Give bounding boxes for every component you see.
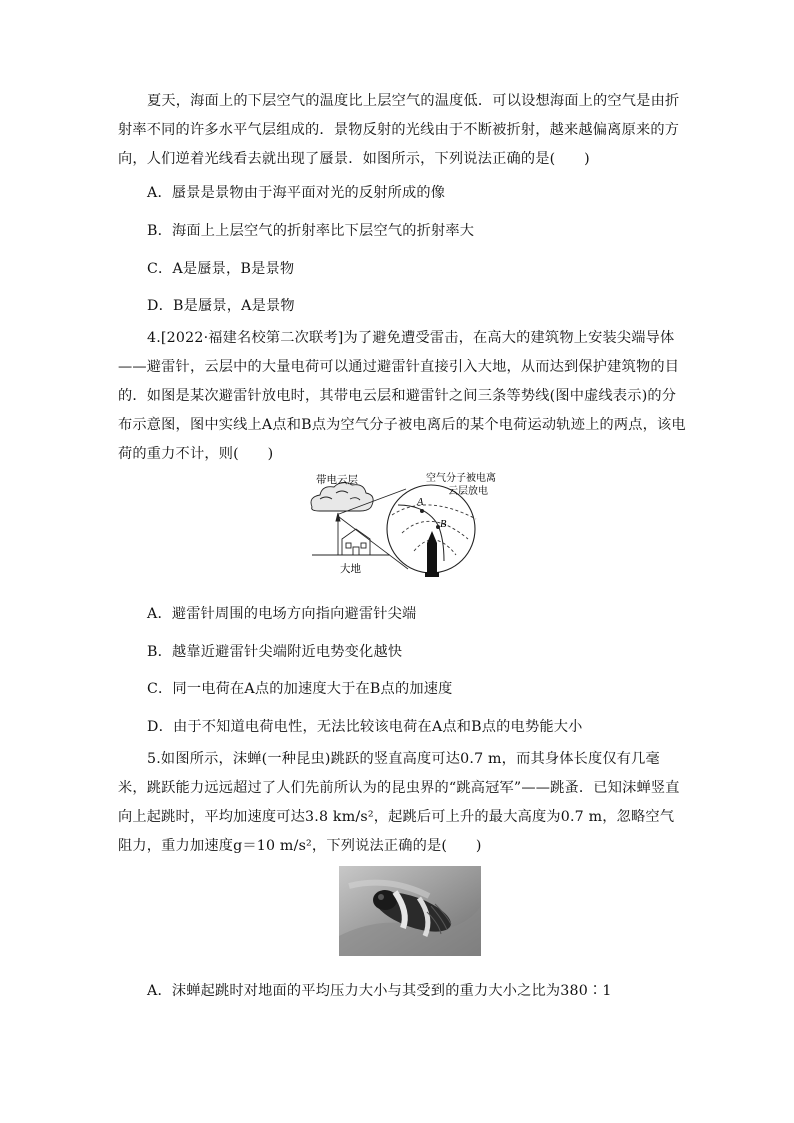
figure-label-cloud: 带电云层	[316, 474, 358, 486]
q3-option-c: C．A是蜃景，B是景物	[147, 261, 295, 277]
q3-option-a: A．蜃景是景物由于海平面对光的反射所成的像	[147, 185, 446, 201]
q3-option-b: B．海面上上层空气的折射率比下层空气的折射率大	[147, 223, 475, 239]
q4-option-b: B．越靠近避雷针尖端附近电势变化越快	[147, 644, 403, 660]
point-a-dot	[420, 509, 424, 513]
figure-label-discharge: 云层放电	[448, 486, 488, 497]
q4-option-d: D．由于不知道电荷电性，无法比较该电荷在A点和B点的电势能大小	[147, 719, 583, 735]
q4-option-c: C．同一电荷在A点的加速度大于在B点的加速度	[147, 681, 453, 697]
cloud-icon	[311, 482, 373, 511]
q5-stem: 5.如图所示，沫蝉(一种昆虫)跳跃的竖直高度可达0.7 m，而其身体长度仅有几毫米，跳跃能力远远超过了人们先前所认为的昆虫界的“跳高冠军”——跳蚤．已知沫蝉竖直向上起跳时，平均加速度可达3.8 km/s²，起跳后可上升的最大高度为0.7 m，忽略空气阻力，重力加速度g＝10 m/s²，下列说法正确的是( )	[118, 751, 680, 854]
q4-stem: 4.[2022·福建名校第二次联考]为了避免遭受雷击，在高大的建筑物上安装尖端导体——避雷针，云层中的大量电荷可以通过避雷针直接引入大地，从而达到保护建筑物的目的．如图是某次避雷针放电时，其带电云层和避雷针之间三条等势线(图中虚线表示)的分布示意图，图中实线上A点和B点为空气分子被电离后的某个电荷运动轨迹上的两点，该电荷的重力不计，则( )	[118, 330, 686, 462]
figure-point-a: A	[417, 497, 424, 508]
q3-option-d: D．B是蜃景，A是景物	[147, 298, 295, 314]
figure-label-ionized: 空气分子被电离	[426, 473, 496, 484]
q5-option-a: A．沫蝉起跳时对地面的平均压力大小与其受到的重力大小之比为380∶1	[147, 983, 612, 999]
froghopper-photo	[339, 866, 481, 956]
building-icon	[336, 513, 370, 555]
q3-stem: 夏天，海面上的下层空气的温度比上层空气的温度低．可以设想海面上的空气是由折射率不同的许多水平气层组成的．景物反射的光线由于不断被折射，越来越偏离原来的方向，人们逆着光线看去就出现了蜃景．如图所示，下列说法正确的是( )	[118, 93, 680, 167]
figure-label-ground: 大地	[340, 563, 361, 575]
figure-point-b: B	[440, 519, 447, 530]
q4-option-a: A．避雷针周围的电场方向指向避雷针尖端	[147, 606, 417, 622]
lightning-rod-figure	[306, 469, 496, 581]
